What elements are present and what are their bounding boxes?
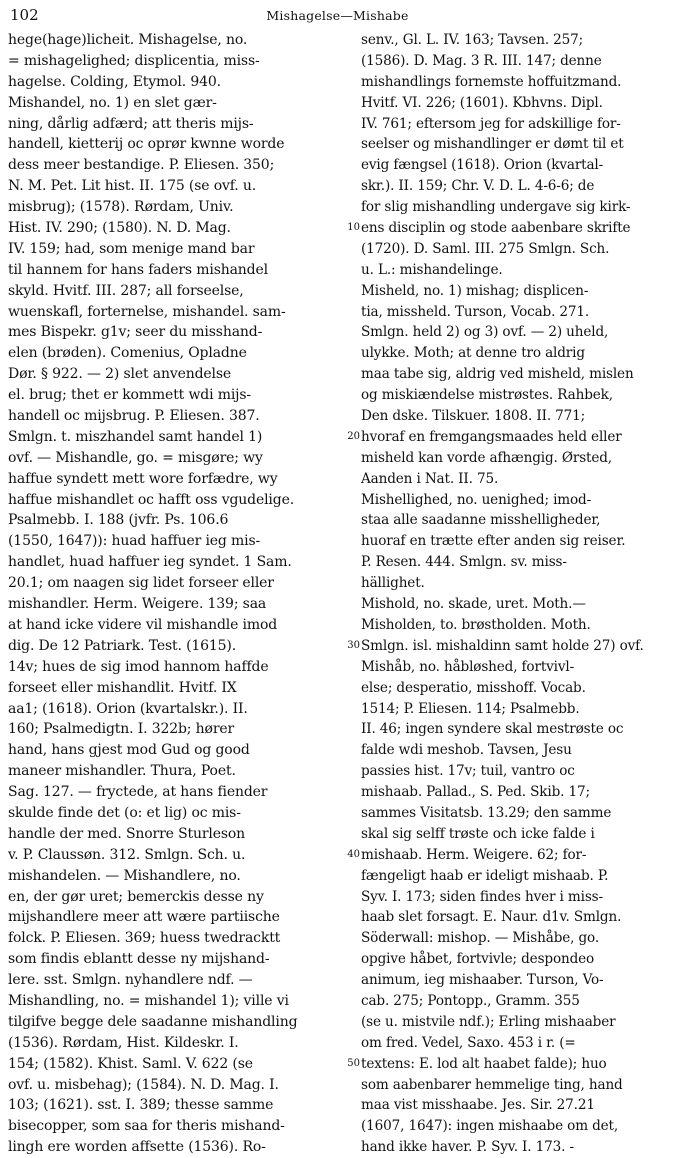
text-line: ovf. u. misbehag); (1584). N. D. Mag. I. bbox=[8, 1076, 279, 1093]
text-line: Aanden i Nat. II. 75. bbox=[361, 470, 499, 487]
text-line: mishaab. Pallad., S. Ped. Skib. 17; bbox=[361, 784, 590, 801]
text-line: evig fængsel (1618). Orion (kvartal- bbox=[361, 157, 604, 174]
text-line: (1586). D. Mag. 3 R. III. 147; denne bbox=[361, 52, 602, 69]
text-line: huoraf en trætte efter anden sig reiser. bbox=[361, 533, 626, 550]
text-line: 14v; hues de sig imod hannom haffde bbox=[8, 658, 269, 675]
text-line: 160; Psalmedigtn. I. 322b; hører bbox=[8, 721, 235, 738]
text-line: misbrug); (1578). Rørdam, Univ. bbox=[8, 199, 234, 216]
text-line: (1536). Rørdam, Hist. Kildeskr. I. bbox=[8, 1034, 239, 1051]
text-line: dig. De 12 Patriark. Test. (1615). bbox=[8, 637, 237, 654]
text-line: textens: E. lod alt haabet falde); huo bbox=[361, 1055, 607, 1072]
text-line: handle der med. Snorre Sturleson bbox=[8, 825, 246, 842]
text-line: mijshandlere meer att wære partiische bbox=[8, 909, 280, 926]
text-line: hvoraf en fremgangsmaades held eller bbox=[361, 428, 622, 445]
text-line: lingh ere worden affsette (1536). Ro- bbox=[8, 1139, 266, 1156]
text-line: haffue syndett mett wore forfædre, wy bbox=[8, 470, 278, 487]
text-line: Hist. IV. 290; (1580). N. D. Mag. bbox=[8, 220, 231, 237]
text-line: 154; (1582). Khist. Saml. V. 622 (se bbox=[8, 1055, 253, 1072]
text-line: sammes Visitatsb. 13.29; den samme bbox=[361, 804, 612, 821]
text-line: staa alle saadanne misshelligheder, bbox=[361, 512, 601, 529]
text-line: at hand icke videre vil mishandle imod bbox=[8, 616, 278, 633]
text-line: haffue mishandlet oc hafft oss vgudelige. bbox=[8, 491, 295, 508]
text-line: II. 46; ingen syndere skal mestrøste oc bbox=[361, 721, 624, 738]
text-line: ulykke. Moth; at denne tro aldrig bbox=[361, 345, 585, 362]
text-line: tilgifve begge dele saadanne mishandling bbox=[8, 1013, 298, 1030]
text-line: bisecopper, som saa for theris mishand- bbox=[8, 1118, 285, 1135]
right-column bbox=[361, 30, 668, 1156]
text-line: Den dske. Tilskuer. 1808. II. 771; bbox=[361, 408, 586, 425]
text-line: som aabenbarer hemmelige ting, hand bbox=[361, 1076, 623, 1093]
text-line: Mishandling, no. = mishandel 1); ville vi bbox=[8, 992, 289, 1009]
text-line: animum, ieg mishaaber. Turson, Vo- bbox=[361, 972, 604, 989]
text-line: en, der gør uret; bemerckis desse ny bbox=[8, 888, 264, 905]
text-line: (se u. mistvile ndf.); Erling mishaaber bbox=[361, 1013, 616, 1030]
text-line: ens disciplin og stode aabenbare skrifte bbox=[361, 220, 631, 237]
text-line: om fred. Vedel, Saxo. 453 i r. (= bbox=[361, 1034, 576, 1051]
text-line: IV. 761; eftersom jeg for adskillige for- bbox=[361, 115, 621, 132]
text-line: Hvitf. VI. 226; (1601). Kbhvns. Dipl. bbox=[361, 94, 603, 111]
text-line: handell oc mijsbrug. P. Eliesen. 387. bbox=[8, 408, 260, 425]
text-line: for slig mishandling undergave sig kirk- bbox=[361, 199, 631, 216]
text-line: hege(hage)licheit. Mishagelse, no. bbox=[8, 32, 248, 48]
text-line: v. P. Claussøn. 312. Smlgn. Sch. u. bbox=[8, 846, 246, 863]
text-line: tia, missheld. Turson, Vocab. 271. bbox=[361, 303, 590, 320]
text-line: u. L.: mishandelinge. bbox=[361, 261, 503, 278]
text-line: (1607, 1647): ingen mishaabe om det, bbox=[361, 1118, 619, 1135]
text-line: passies hist. 17v; tuil, vantro oc bbox=[361, 763, 575, 780]
line-number: 40 bbox=[347, 849, 360, 861]
text-line: dess meer bestandige. P. Eliesen. 350; bbox=[8, 157, 275, 174]
text-line: wuenskafl, forternelse, mishandel. sam- bbox=[8, 303, 286, 320]
line-number: 10 bbox=[347, 222, 360, 234]
text-line: opgive håbet, fortvivle; despondeo bbox=[361, 951, 595, 968]
text-line: IV. 159; had, som menige mand bar bbox=[8, 240, 255, 257]
text-line: og miskiændelse mistrøstes. Rahbek, bbox=[361, 387, 613, 404]
text-line: hagelse. Colding, Etymol. 940. bbox=[8, 73, 221, 90]
text-line: som findis eblantt desse ny mijshand- bbox=[8, 951, 270, 968]
text-line: hand ikke haver. P. Syv. I. 173. - bbox=[361, 1139, 574, 1156]
text-line: handell, kietterij oc oprør kwnne worde bbox=[8, 136, 285, 153]
text-line: P. Resen. 444. Smlgn. sv. miss- bbox=[361, 554, 567, 571]
text-line: maneer mishandler. Thura, Poet. bbox=[8, 763, 236, 780]
text-line: elen (brøden). Comenius, Opladne bbox=[8, 345, 247, 362]
text-line: misheld kan vorde afhængig. Ørsted, bbox=[361, 449, 612, 466]
text-line: hand, hans gjest mod Gud og good bbox=[8, 742, 250, 759]
text-line: Mishold, no. skade, uret. Moth.— bbox=[361, 596, 586, 613]
text-line: Mishåb, no. håbløshed, fortvivl- bbox=[361, 658, 575, 675]
text-line: (1550, 1647)): huad haffuer ieg mis- bbox=[8, 533, 261, 550]
text-line: (1720). D. Saml. III. 275 Smlgn. Sch. bbox=[361, 240, 610, 257]
text-line: = mishagelighed; displicentia, miss- bbox=[8, 52, 260, 69]
text-line: skulde finde det (o: et lig) oc mis- bbox=[8, 804, 241, 821]
page-header bbox=[0, 6, 675, 28]
text-line: til hannem for hans faders mishandel bbox=[8, 261, 268, 278]
text-line: skyld. Hvitf. III. 287; all forseelse, bbox=[8, 282, 244, 299]
text-line: handlet, huad haffuer ieg syndet. 1 Sam. bbox=[8, 554, 292, 571]
running-head: Mishagelse—Mishabe bbox=[266, 8, 409, 23]
text-line: fængeligt haab er ideligt mishaab. P. bbox=[361, 867, 609, 884]
left-column bbox=[8, 30, 330, 1156]
text-line: N. M. Pet. Lit hist. II. 175 (se ovf. u. bbox=[8, 178, 257, 195]
text-line: lere. sst. Smlgn. nyhandlere ndf. — bbox=[8, 972, 253, 989]
line-number: 30 bbox=[347, 640, 360, 652]
text-line: mishandler. Herm. Weigere. 139; saa bbox=[8, 596, 267, 613]
text-line: 20.1; om naagen sig lidet forseer eller bbox=[8, 575, 274, 592]
text-line: mishandelen. — Mishandlere, no. bbox=[8, 867, 241, 884]
text-line: skr.). II. 159; Chr. V. D. L. 4-6-6; de bbox=[361, 178, 595, 195]
text-line: Smlgn. held 2) og 3) ovf. — 2) uheld, bbox=[361, 324, 609, 341]
text-line: mishaab. Herm. Weigere. 62; for- bbox=[361, 846, 587, 863]
text-line: maa vist misshaabe. Jes. Sir. 27.21 bbox=[361, 1097, 595, 1114]
text-line: Sag. 127. — fryctede, at hans fiender bbox=[8, 784, 268, 801]
text-line: 103; (1621). sst. I. 389; thesse samme bbox=[8, 1097, 274, 1114]
text-line: Misheld, no. 1) mishag; displicen- bbox=[361, 282, 589, 299]
text-line: folck. P. Eliesen. 369; huess twedracktt bbox=[8, 930, 281, 947]
text-line: el. brug; thet er kommett wdi mijs- bbox=[8, 387, 251, 404]
text-line: maa tabe sig, aldrig ved misheld, mislen bbox=[361, 366, 634, 383]
text-line: ning, dårlig adfærd; att theris mijs- bbox=[8, 115, 254, 132]
text-line: skal sig selff trøste och icke falde i bbox=[361, 825, 595, 842]
line-number-gutter bbox=[336, 30, 362, 1102]
text-line: Dør. § 922. — 2) slet anvendelse bbox=[8, 366, 232, 383]
text-line: seelser og mishandlinger er dømt til et bbox=[361, 136, 624, 153]
text-line: cab. 275; Pontopp., Gramm. 355 bbox=[361, 992, 580, 1009]
text-line: ovf. — Mishandle, go. = misgøre; wy bbox=[8, 449, 263, 466]
text-line: haab slet forsagt. E. Naur. d1v. Smlgn. bbox=[361, 909, 622, 926]
text-line: Smlgn. t. miszhandel samt handel 1) bbox=[8, 428, 263, 445]
text-line: Smlgn. isl. mishaldinn samt holde 27) ovf. bbox=[361, 637, 644, 654]
text-line: aa1; (1618). Orion (kvartalskr.). II. bbox=[8, 700, 248, 717]
text-line: else; desperatio, misshoff. Vocab. bbox=[361, 679, 586, 696]
text-line: mes Bispekr. g1v; seer du misshand- bbox=[8, 324, 263, 341]
text-line: 1514; P. Eliesen. 114; Psalmebb. bbox=[361, 700, 580, 717]
page-number: 102 bbox=[10, 6, 39, 24]
text-line: Mishellighed, no. uenighed; imod- bbox=[361, 491, 592, 508]
text-line: Söderwall: mishop. — Mishåbe, go. bbox=[361, 930, 599, 947]
text-line: mishandlings fornemste hoffuitzmand. bbox=[361, 73, 622, 90]
text-line: hällighet. bbox=[361, 575, 425, 592]
text-line: forseet eller mishandlit. Hvitf. IX bbox=[8, 679, 237, 696]
line-number: 50 bbox=[347, 1058, 360, 1070]
text-line: Syv. I. 173; siden findes hver i miss- bbox=[361, 888, 603, 905]
text-line: senv., Gl. L. IV. 163; Tavsen. 257; bbox=[361, 32, 584, 48]
text-line: falde wdi meshob. Tavsen, Jesu bbox=[361, 742, 572, 759]
text-line: Mishandel, no. 1) en slet gær- bbox=[8, 94, 217, 111]
text-line: Psalmebb. I. 188 (jvfr. Ps. 106.6 bbox=[8, 512, 229, 529]
line-number: 20 bbox=[347, 431, 360, 443]
text-line: Misholden, to. brøstholden. Moth. bbox=[361, 616, 591, 633]
